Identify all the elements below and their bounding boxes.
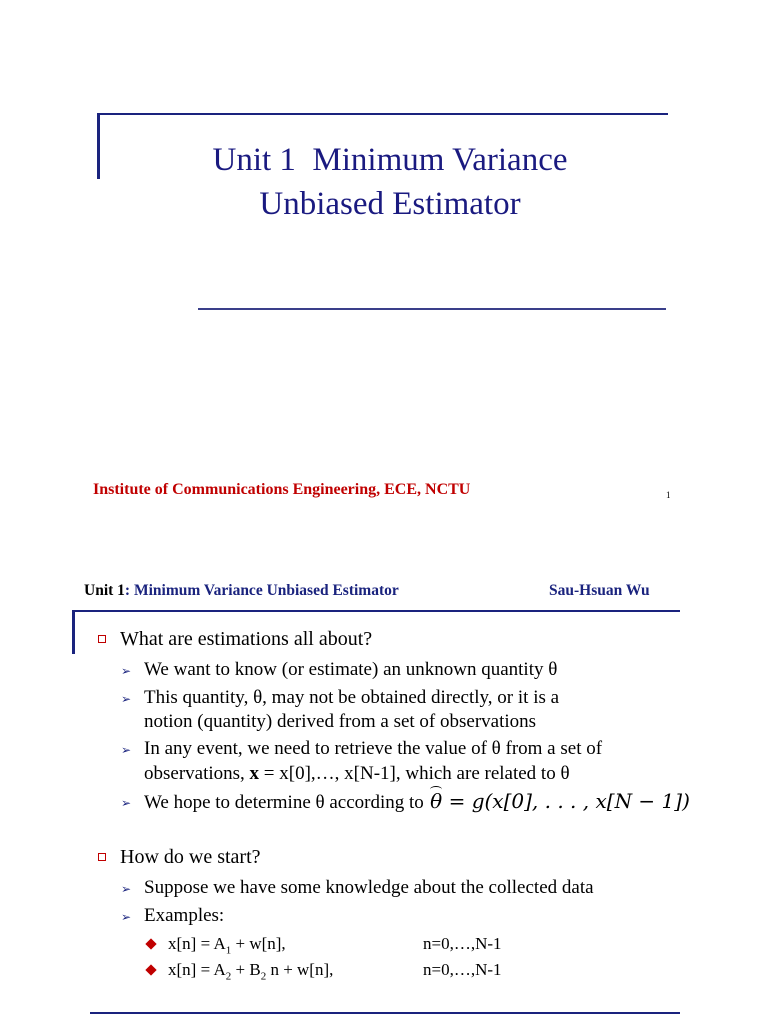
example-2-eq-a: x[n] = A <box>168 960 226 979</box>
example-1-range: n=0,…,N-1 <box>423 934 502 953</box>
slide-title-line1: Unit 1 Minimum Variance <box>212 142 568 178</box>
theta-hat: θ <box>430 789 443 813</box>
example-1 <box>168 933 286 961</box>
bullet-retrieve-value: In any event, we need to retrieve the value of θ from a set of <box>144 738 603 759</box>
example-1-eq-b: + w[n], <box>231 934 286 953</box>
diamond-bullet-icon <box>145 964 156 975</box>
formula-rhs: = g(x[0], . . . , x[N − 1]) <box>442 789 690 813</box>
content-slide <box>0 560 768 1024</box>
arrow-bullet-icon: ➢ <box>121 910 132 924</box>
bullet-retrieve-value-cont <box>144 762 570 785</box>
slide-title-line2: Unbiased Estimator <box>259 186 521 222</box>
arrow-bullet-icon: ➢ <box>121 664 132 678</box>
arrow-bullet-icon: ➢ <box>121 882 132 896</box>
estimator-formula <box>424 789 690 813</box>
page-number: 1 <box>666 490 671 500</box>
title-top-rule <box>100 113 668 115</box>
header-title-text: : Minimum Variance Unbiased Estimator <box>124 582 399 599</box>
example-2-eq-b: + B <box>231 960 261 979</box>
example-2-sub-a: 2 <box>225 970 232 983</box>
arrow-bullet-icon: ➢ <box>121 796 132 810</box>
arrow-bullet-icon: ➢ <box>121 743 132 757</box>
header-rule <box>72 610 680 612</box>
institute-footer: Institute of Communications Engineering, ECE, NCTU <box>93 481 471 498</box>
header-unit: Unit 1 <box>84 582 125 599</box>
square-bullet-icon <box>98 635 106 643</box>
bullet-determine-theta <box>144 790 690 814</box>
slide-bottom-rule <box>90 1012 680 1014</box>
bullet-unknown-quantity: We want to know (or estimate) an unknown quantity θ <box>144 659 558 680</box>
bullet-suppose-knowledge: Suppose we have some knowledge about the collected data <box>144 877 594 898</box>
example-1-sub-a: 1 <box>225 944 232 957</box>
observations-label: observations, <box>144 763 250 784</box>
question-what-are-estimations: What are estimations all about? <box>120 628 373 650</box>
square-bullet-icon <box>98 853 106 861</box>
title-bottom-rule <box>198 308 666 310</box>
header-accent-bar <box>72 610 75 654</box>
slide-header-author: Sau-Hsuan Wu <box>549 582 650 599</box>
example-2-range: n=0,…,N-1 <box>423 960 502 979</box>
bullet-not-obtained-directly: This quantity, θ, may not be obtained directly, or it is a <box>144 687 560 708</box>
observations-definition: = x[0],…, x[N-1], which are related to θ <box>259 763 570 784</box>
example-1-eq-a: x[n] = A <box>168 934 226 953</box>
arrow-bullet-icon: ➢ <box>121 692 132 706</box>
slide-title <box>140 138 640 226</box>
title-accent-bar <box>97 113 100 179</box>
determine-theta-text: We hope to determine θ according to <box>144 792 424 813</box>
question-how-do-we-start: How do we start? <box>120 846 261 868</box>
example-2 <box>168 959 333 987</box>
diamond-bullet-icon <box>145 938 156 949</box>
bullet-not-obtained-directly-cont: notion (quantity) derived from a set of observations <box>144 711 537 732</box>
vector-x: x <box>249 763 260 784</box>
bullet-examples: Examples: <box>144 905 225 926</box>
slide-header-title <box>84 582 399 600</box>
example-2-sub-b: 2 <box>260 970 267 983</box>
example-2-eq-c: n + w[n], <box>266 960 334 979</box>
